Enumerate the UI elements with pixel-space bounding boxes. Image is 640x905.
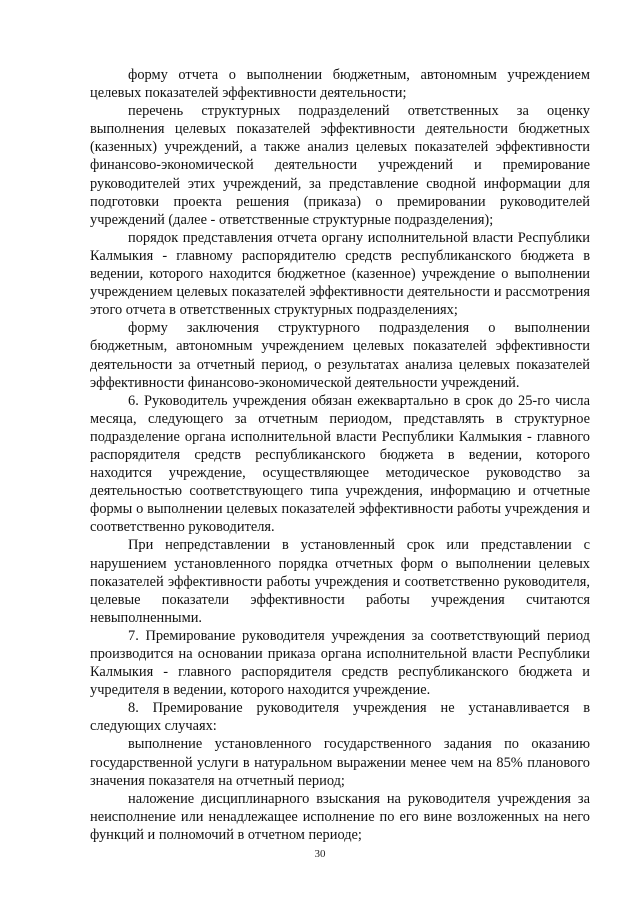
page-number: 30 <box>314 848 326 860</box>
paragraph-responsible-units: перечень структурных подразделений ответственных за оценку выполнения целевых показателей эффективности деятельности бюджетных (казенных) учреждений, а также анализ целевых показателей эффективности финансово-экономической деятельности учреждений и премирование руководителей этих учреждений, за представление сводной информации для подготовки проекта решения (приказа) о премировании руководителей учреждений (далее - ответственные структурные подразделения); <box>90 103 590 228</box>
paragraph-non-submission: При непредставлении в установленный срок или представлении с нарушением установленного порядка отчетных форм о выполнении целевых показателей эффективности работы учреждения и соответственно руководителя, целевые показатели эффективности работы учреждения считаются невыполненными. <box>90 537 590 626</box>
paragraph-section-8: 8. Премирование руководителя учреждения не устанавливается в следующих случаях: <box>90 700 590 735</box>
paragraph-conclusion-form: форму заключения структурного подразделения о выполнении бюджетным, автономным учреждением целевых показателей эффективности деятельности за отчетный период, о результатах анализа целевых показателей эффективности финансово-экономической деятельности учреждений. <box>90 320 590 391</box>
paragraph-section-7: 7. Премирование руководителя учреждения за соответствующий период производится на основании приказа органа исполнительной власти Республики Калмыкия - главного распорядителя средств республиканского бюджета и учредителя в ведении, которого находится учреждение. <box>90 627 590 699</box>
paragraph-section-6: 6. Руководитель учреждения обязан ежеквартально в срок до 25-го числа месяца, следующего за отчетным периодом, представлять в структурное подразделение органа исполнительной власти Республики Калмыкия - главного распорядителя средств республиканского бюджета в ведении, которого находится учреждение, осуществляющее методическое руководство за деятельностью соответствующего типа учреждения, информацию и отчетные формы о выполнении целевых показателей эффективности работы учреждения и соответственно руководителя. <box>90 392 590 536</box>
paragraph-case-state-task: выполнение установленного государственного задания по оказанию государственной услуги в натуральном выражении менее чем на 85% планового значения показателя на отчетный период; <box>90 736 590 789</box>
document-body <box>90 66 590 844</box>
paragraph-report-procedure: порядок представления отчета органу исполнительной власти Республики Калмыкия - главному распорядителю средств республиканского бюджета в ведении, которого находится бюджетное (казенное) учреждение о выполнении учреждением целевых показателей эффективности деятельности и рассмотрения этого отчета в ответственных структурных подразделениях; <box>90 229 590 319</box>
paragraph-report-form: форму отчета о выполнении бюджетным, автономным учреждением целевых показателей эффективности деятельности; <box>90 67 590 102</box>
paragraph-case-disciplinary: наложение дисциплинарного взыскания на руководителя учреждения за неисполнение или ненадлежащее исполнение по его вине возложенных на него функций и полномочий в отчетном периоде; <box>90 790 590 843</box>
